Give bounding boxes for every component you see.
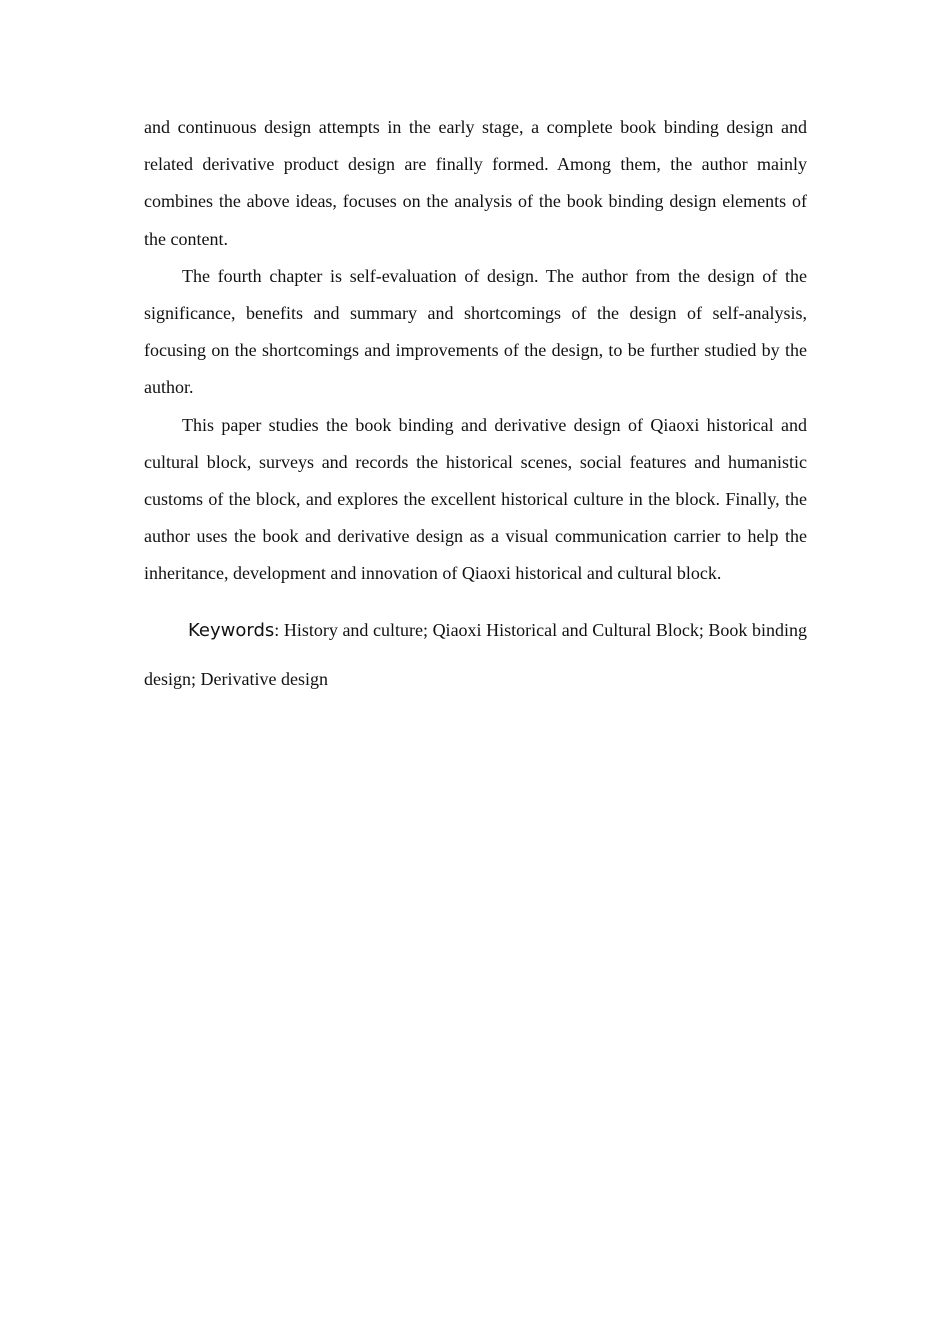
abstract-body — [144, 109, 807, 703]
keywords-line — [144, 606, 807, 703]
paragraph-chapter-four: The fourth chapter is self-evaluation of design. The author from the design of the significance, benefits and summary and shortcomings of the design of self-analysis, focusing on the shortcomings and improvements of the design, to be further studied by the author. — [144, 265, 807, 398]
paragraph-continuation: and continuous design attempts in the early stage, a complete book binding design and related derivative product design are finally formed. Among them, the author mainly combines the above ideas, focuses on the analysis of the book binding design elements of the content. — [144, 117, 807, 249]
keywords-text: History and culture; Qiaoxi Historical and Cultural Block; Book binding design; Derivative design — [144, 619, 807, 689]
keywords-label: Keywords — [188, 619, 275, 641]
keywords-separator: : — [274, 619, 284, 640]
paragraph-summary: This paper studies the book binding and derivative design of Qiaoxi historical and cultural block, surveys and records the historical scenes, social features and humanistic customs of the block, and explores the excellent historical culture in the block. Finally, the author uses the book and derivative design as a visual communication carrier to help the inheritance, development and innovation of Qiaoxi historical and cultural block. — [144, 414, 807, 584]
